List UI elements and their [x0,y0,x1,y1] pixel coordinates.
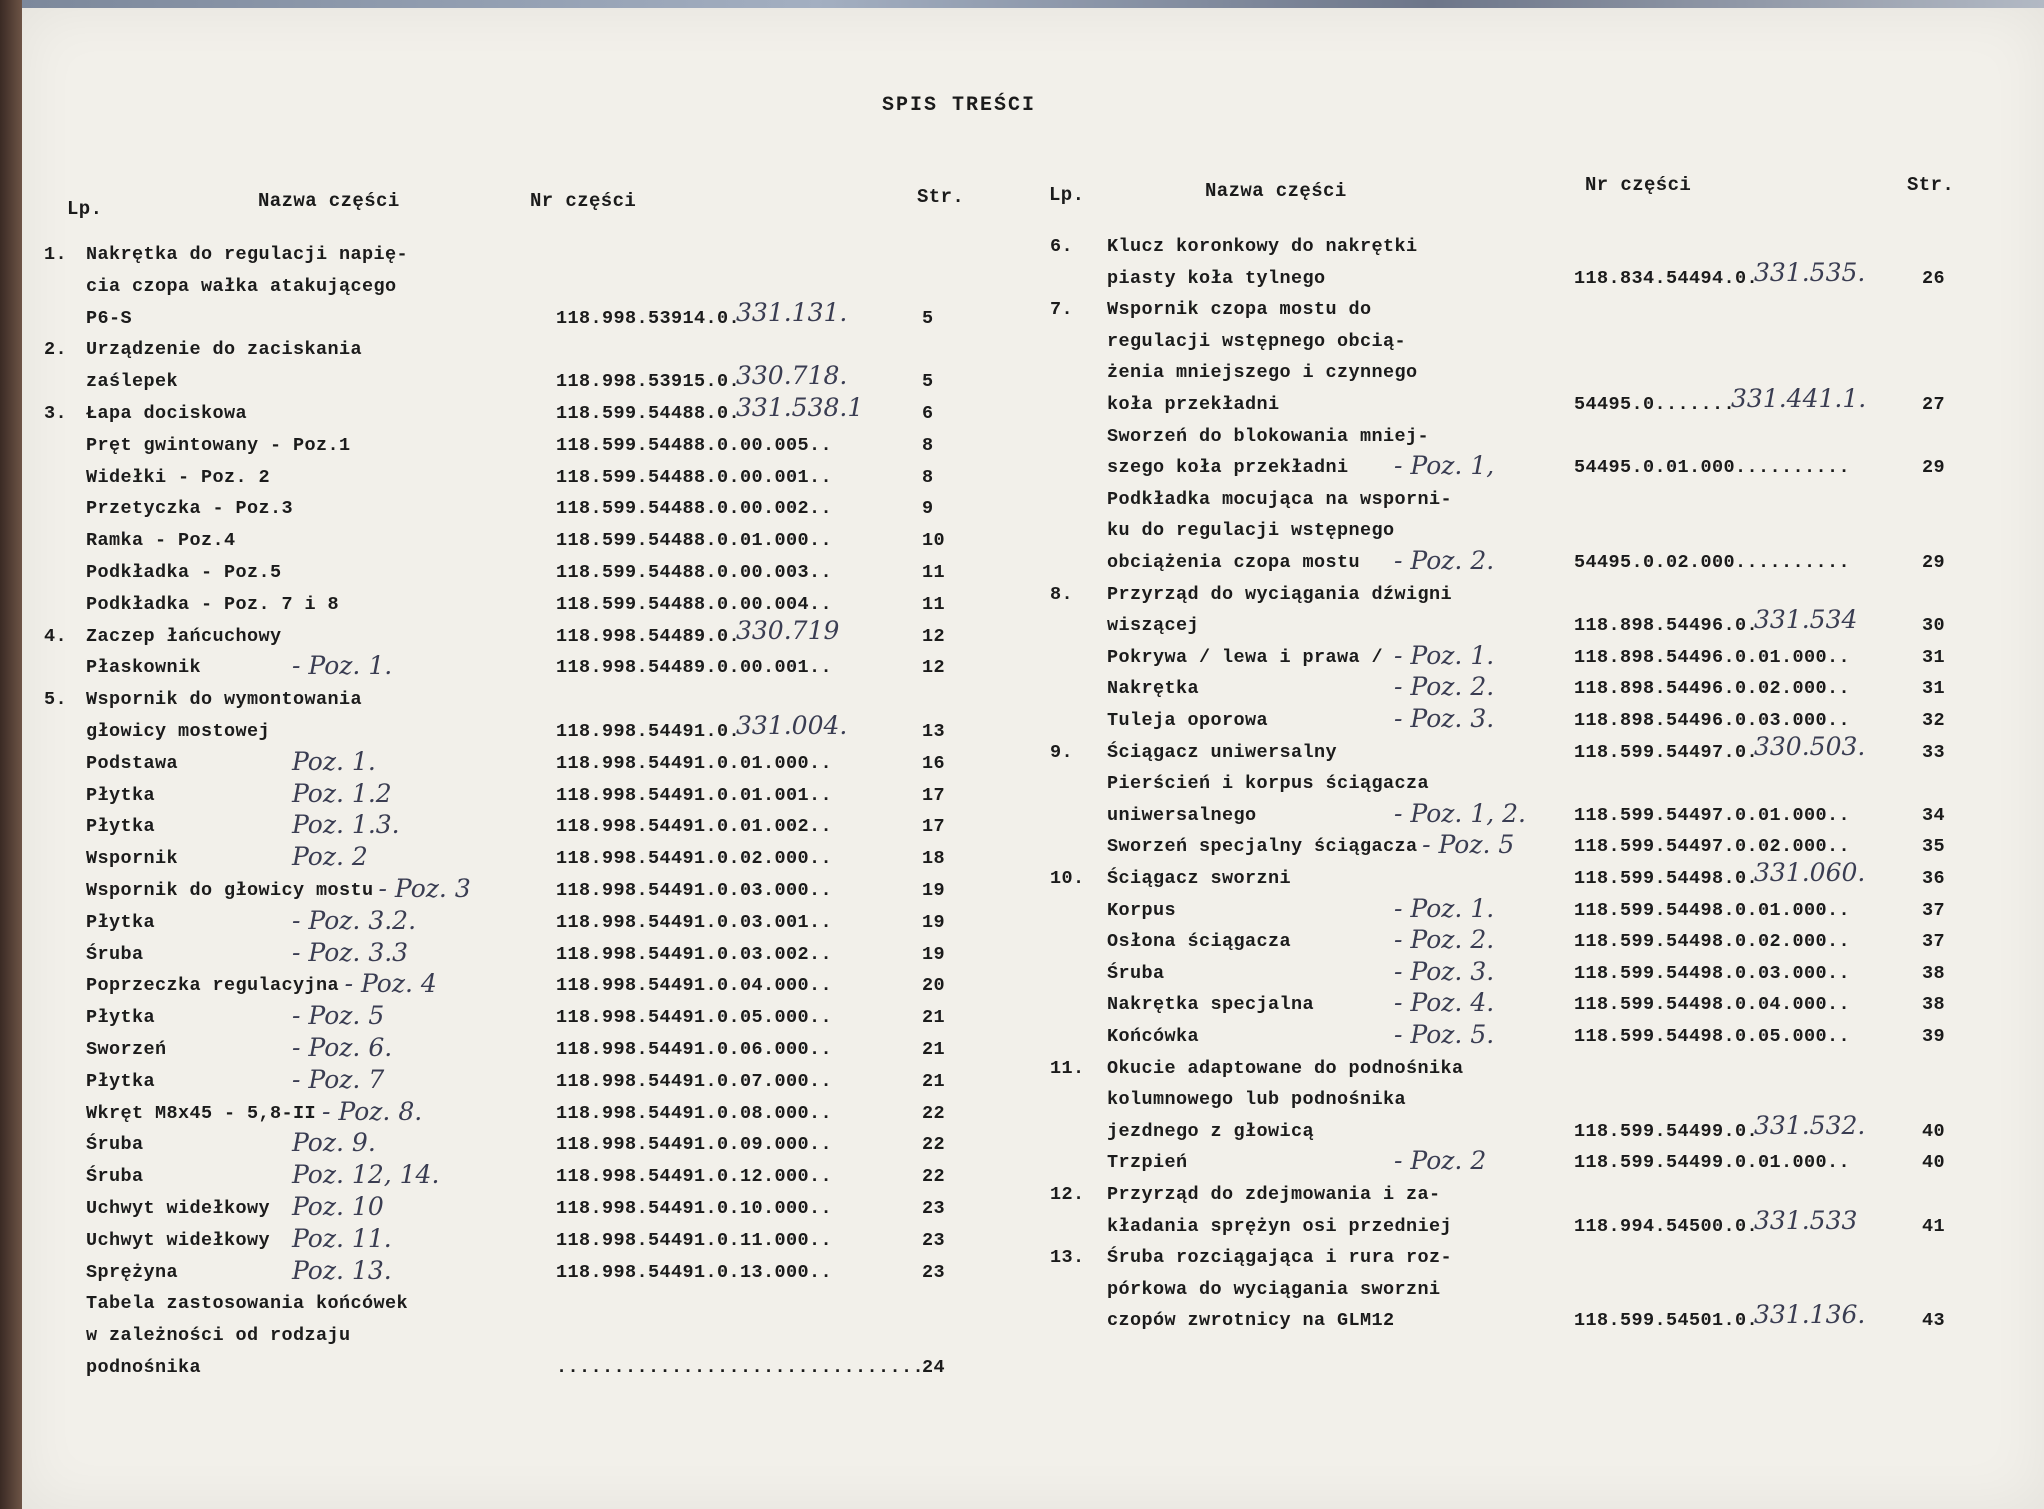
left-part-number: 118.998.54489.0. [556,626,741,647]
right-part-name: Przyrząd do wyciągania dźwigni [1107,584,1453,605]
right-part-name: Pokrywa / lewa i prawa / [1107,647,1384,668]
right-part-number: 118.994.54500.0. [1574,1216,1759,1237]
left-item-number: 5. [44,689,68,710]
right-position-note: - Poz. 1. [1394,894,1495,923]
left-page-number: 9 [922,498,934,519]
left-position-note: - Poz. 4 [344,969,437,998]
right-part-name: kolumnowego lub podnośnika [1107,1089,1407,1110]
left-part-number: 118.599.54488.0. [556,403,741,424]
right-page-number: 36 [1922,868,1946,889]
right-part-number: 118.599.54498.0.02.000.. [1574,931,1851,952]
left-page-number: 18 [922,848,946,869]
left-part-number: ................................ [556,1357,925,1378]
right-page-number: 33 [1922,742,1946,763]
right-part-name: Nakrętka [1107,678,1200,699]
left-part-name: Uchwyt widełkowy [86,1230,271,1251]
right-page-number: 32 [1922,710,1946,731]
right-item-number: 6. [1050,236,1074,257]
right-part-name: ku do regulacji wstępnego [1107,520,1395,541]
scan-left-edge [0,0,22,1509]
right-page-number: 31 [1922,678,1946,699]
left-page-number: 22 [922,1166,946,1187]
left-part-number: 118.998.54491.0.09.000.. [556,1134,833,1155]
left-page-number: 22 [922,1134,946,1155]
left-part-number: 118.599.54488.0.00.005.. [556,435,833,456]
left-position-note: - Poz. 3 [378,874,471,903]
right-part-name: piasty koła tylnego [1107,268,1326,289]
left-page-number: 12 [922,626,946,647]
right-part-name: Tuleja oporowa [1107,710,1269,731]
right-part-name: jezdnego z głowicą [1107,1121,1315,1142]
right-part-number: 118.898.54496.0. [1574,615,1759,636]
left-position-note: Poz. 1. [292,747,376,776]
left-part-name: Wspornik [86,848,179,869]
left-page-number: 11 [922,594,946,615]
left-part-number: 118.998.54491.0. [556,721,741,742]
right-part-name: Sworzeń do blokowania mniej- [1107,426,1430,447]
right-header-lp: Lp. [1049,184,1085,206]
left-part-name: Sprężyna [86,1262,179,1283]
right-part-name: regulacji wstępnego obcią- [1107,331,1407,352]
left-position-note: - Poz. 3.3 [292,938,409,967]
right-page-number: 37 [1922,931,1946,952]
right-page-number: 26 [1922,268,1946,289]
right-part-number: 118.599.54498.0.01.000.. [1574,900,1851,921]
right-item-number: 9. [1050,742,1074,763]
right-position-note: - Poz. 2. [1394,925,1495,954]
right-part-name: Trzpień [1107,1152,1188,1173]
right-item-number: 10. [1050,868,1085,889]
right-part-name: Nakrętka specjalna [1107,994,1315,1015]
right-handwritten-code: 331.533 [1754,1206,1858,1235]
right-page-number: 37 [1922,900,1946,921]
left-part-name: podnośnika [86,1357,202,1378]
left-position-note: Poz. 12, 14. [292,1160,440,1189]
right-part-number: 118.834.54494.0. [1574,268,1759,289]
right-part-name: kładania sprężyn osi przedniej [1107,1216,1453,1237]
left-part-number: 118.998.54491.0.05.000.. [556,1007,833,1028]
right-part-name: Ściągacz uniwersalny [1107,742,1338,763]
right-item-number: 11. [1050,1058,1085,1079]
left-page-number: 16 [922,753,946,774]
left-position-note: Poz. 1.2 [292,779,392,808]
right-page-number: 38 [1922,963,1946,984]
right-part-name: żenia mniejszego i czynnego [1107,362,1418,383]
right-handwritten-code: 331.532. [1754,1111,1866,1140]
left-part-name: Łapa dociskowa [86,403,248,424]
right-page-number: 40 [1922,1152,1946,1173]
right-position-note: - Poz. 3. [1394,957,1495,986]
right-item-number: 13. [1050,1247,1085,1268]
left-item-number: 4. [44,626,68,647]
right-part-number: 118.599.54501.0. [1574,1310,1759,1331]
left-page-number: 6 [922,403,934,424]
right-part-name: uniwersalnego [1107,805,1257,826]
left-part-name: Urządzenie do zaciskania [86,339,363,360]
left-part-name: Przetyczka - Poz.3 [86,498,294,519]
left-part-name: Płytka [86,912,156,933]
left-part-name: Nakrętka do regulacji napię- [86,244,409,265]
right-part-number: 118.599.54499.0. [1574,1121,1759,1142]
right-part-name: Przyrząd do zdejmowania i za- [1107,1184,1441,1205]
left-part-number: 118.998.54491.0.07.000.. [556,1071,833,1092]
right-header-nr: Nr części [1585,174,1692,196]
left-page-number: 20 [922,975,946,996]
right-part-name: Osłona ściągacza [1107,931,1292,952]
left-position-note: - Poz. 7 [292,1065,385,1094]
right-page-number: 34 [1922,805,1946,826]
left-part-name: Uchwyt widełkowy [86,1198,271,1219]
right-position-note: - Poz. 5. [1394,1020,1495,1049]
left-part-number: 118.599.54488.0.01.000.. [556,530,833,551]
left-part-number: 118.998.54491.0.03.000.. [556,880,833,901]
left-page-number: 19 [922,912,946,933]
right-handwritten-code: 330.503. [1754,732,1866,761]
right-position-note: - Poz. 2 [1394,1146,1487,1175]
right-part-name: pórkowa do wyciągania sworzni [1107,1279,1441,1300]
right-item-number: 8. [1050,584,1074,605]
right-part-name: Końcówka [1107,1026,1200,1047]
left-page-number: 23 [922,1262,946,1283]
left-part-number: 118.998.54491.0.02.000.. [556,848,833,869]
right-handwritten-code: 331.534 [1754,605,1858,634]
left-part-name: Ramka - Poz.4 [86,530,236,551]
left-position-note: Poz. 2 [292,842,368,871]
left-item-number: 2. [44,339,68,360]
left-part-name: w zależności od rodzaju [86,1325,351,1346]
right-part-number: 118.599.54499.0.01.000.. [1574,1152,1851,1173]
left-part-number: 118.998.54491.0.03.002.. [556,944,833,965]
left-position-note: - Poz. 5 [292,1001,385,1030]
right-part-name: Pierścień i korpus ściągacza [1107,773,1430,794]
right-part-number: 118.599.54497.0.02.000.. [1574,836,1851,857]
right-part-name: Okucie adaptowane do podnośnika [1107,1058,1464,1079]
right-part-number: 118.599.54498.0.05.000.. [1574,1026,1851,1047]
left-header-name: Nazwa części [258,190,400,212]
right-page-number: 29 [1922,457,1946,478]
left-page-number: 13 [922,721,946,742]
left-part-number: 118.998.54491.0.12.000.. [556,1166,833,1187]
left-position-note: Poz. 1.3. [292,810,400,839]
left-part-name: Tabela zastosowania końcówek [86,1293,409,1314]
left-part-name: Wkręt M8x45 - 5,8-II [86,1103,317,1124]
right-handwritten-code: 331.535. [1754,258,1866,287]
left-page-number: 8 [922,467,934,488]
right-part-name: Korpus [1107,900,1177,921]
left-part-name: Śruba [86,944,144,965]
right-position-note: - Poz. 2. [1394,672,1495,701]
left-part-name: Widełki - Poz. 2 [86,467,271,488]
left-page-number: 23 [922,1198,946,1219]
right-part-number: 118.599.54497.0.01.000.. [1574,805,1851,826]
left-page-number: 21 [922,1071,946,1092]
right-item-number: 7. [1050,299,1074,320]
left-header-nr: Nr części [530,190,637,212]
left-part-number: 118.599.54488.0.00.002.. [556,498,833,519]
right-part-number: 118.599.54498.0.03.000.. [1574,963,1851,984]
right-part-name: Ściągacz sworzni [1107,868,1292,889]
left-part-name: cia czopa wałka atakującego [86,276,397,297]
left-part-number: 118.599.54488.0.00.001.. [556,467,833,488]
left-page-number: 19 [922,944,946,965]
left-page-number: 5 [922,371,934,392]
right-part-number: 118.898.54496.0.01.000.. [1574,647,1851,668]
left-header-str: Str. [917,186,965,208]
left-part-name: Pręt gwintowany - Poz.1 [86,435,351,456]
right-part-name: wiszącej [1107,615,1200,636]
left-page-number: 19 [922,880,946,901]
page-title: SPIS TREŚCI [882,94,1037,117]
left-part-name: Płytka [86,785,156,806]
left-page-number: 21 [922,1039,946,1060]
left-part-number: 118.998.54491.0.08.000.. [556,1103,833,1124]
left-part-number: 118.998.53914.0. [556,308,741,329]
left-page-number: 5 [922,308,934,329]
right-handwritten-code: 331.136. [1754,1300,1866,1329]
right-header-name: Nazwa części [1205,180,1347,202]
right-page-number: 41 [1922,1216,1946,1237]
left-part-name: Płytka [86,1071,156,1092]
left-part-number: 118.998.54491.0.10.000.. [556,1198,833,1219]
right-page-number: 39 [1922,1026,1946,1047]
left-page-number: 11 [922,562,946,583]
left-part-number: 118.998.54491.0.04.000.. [556,975,833,996]
left-position-note: Poz. 9. [292,1128,376,1157]
right-page-number: 35 [1922,836,1946,857]
left-part-name: Wspornik do głowicy mostu [86,880,374,901]
left-position-note: Poz. 13. [292,1256,392,1285]
right-part-name: koła przekładni [1107,394,1280,415]
right-position-note: - Poz. 2. [1394,546,1495,575]
left-position-note: - Poz. 8. [322,1097,423,1126]
left-page-number: 12 [922,657,946,678]
right-handwritten-code: 331.060. [1754,858,1866,887]
right-part-name: Klucz koronkowy do nakrętki [1107,236,1418,257]
left-position-note: - Poz. 6. [292,1033,393,1062]
left-part-name: Płytka [86,816,156,837]
right-page-number: 27 [1922,394,1946,415]
right-part-name: Śruba [1107,963,1165,984]
right-page-number: 31 [1922,647,1946,668]
left-part-number: 118.998.54491.0.01.000.. [556,753,833,774]
left-part-number: 118.599.54488.0.00.004.. [556,594,833,615]
right-position-note: - Poz. 1, [1394,451,1495,480]
left-item-number: 1. [44,244,68,265]
left-part-number: 118.998.54491.0.13.000.. [556,1262,833,1283]
left-part-number: 118.998.54491.0.01.002.. [556,816,833,837]
left-part-number: 118.998.53915.0. [556,371,741,392]
right-page-number: 30 [1922,615,1946,636]
right-part-number: 118.599.54498.0. [1574,868,1759,889]
right-page-number: 43 [1922,1310,1946,1331]
right-part-number: 54495.0.01.000.......... [1574,457,1851,478]
left-part-name: Śruba [86,1166,144,1187]
left-position-note: - Poz. 1. [292,651,393,680]
left-part-number: 118.998.54491.0.11.000.. [556,1230,833,1251]
left-part-name: Podkładka - Poz. 7 i 8 [86,594,340,615]
right-part-name: czopów zwrotnicy na GLM12 [1107,1310,1395,1331]
left-part-name: Zaczep łańcuchowy [86,626,282,647]
right-page-number: 29 [1922,552,1946,573]
right-position-note: - Poz. 4. [1394,988,1495,1017]
left-page-number: 17 [922,816,946,837]
right-position-note: - Poz. 1, 2. [1394,799,1526,828]
left-part-number: 118.998.54491.0.01.001.. [556,785,833,806]
left-handwritten-code: 331.131. [736,298,848,327]
left-handwritten-code: 330.718. [736,361,848,390]
right-page-number: 40 [1922,1121,1946,1142]
right-part-name: obciążenia czopa mostu [1107,552,1361,573]
left-page-number: 24 [922,1357,946,1378]
right-item-number: 12. [1050,1184,1085,1205]
right-part-number: 118.599.54498.0.04.000.. [1574,994,1851,1015]
right-header-str: Str. [1907,174,1955,196]
left-position-note: - Poz. 3.2. [292,906,417,935]
left-page-number: 23 [922,1230,946,1251]
left-page-number: 17 [922,785,946,806]
left-handwritten-code: 331.538.1 [736,393,864,422]
right-part-number: 54495.0.02.000.......... [1574,552,1851,573]
right-part-name: Wspornik czopa mostu do [1107,299,1372,320]
left-item-number: 3. [44,403,68,424]
right-part-number: 118.898.54496.0.02.000.. [1574,678,1851,699]
left-part-number: 118.998.54489.0.00.001.. [556,657,833,678]
left-part-name: Sworzeń [86,1039,167,1060]
right-part-number: 118.599.54497.0. [1574,742,1759,763]
left-part-number: 118.998.54491.0.03.001.. [556,912,833,933]
left-part-name: Podkładka - Poz.5 [86,562,282,583]
left-part-name: Płaskownik [86,657,202,678]
right-position-note: - Poz. 1. [1394,641,1495,670]
left-part-name: Wspornik do wymontowania [86,689,363,710]
right-part-name: Podkładka mocująca na wsporni- [1107,489,1453,510]
left-part-name: głowicy mostowej [86,721,271,742]
right-part-number: 54495.0....... [1574,394,1736,415]
left-part-name: P6-S [86,308,133,329]
right-part-name: Sworzeń specjalny ściągacza [1107,836,1418,857]
left-part-number: 118.599.54488.0.00.003.. [556,562,833,583]
right-part-number: 118.898.54496.0.03.000.. [1574,710,1851,731]
left-handwritten-code: 331.004. [736,711,848,740]
right-part-name: Śruba rozciągająca i rura roz- [1107,1247,1453,1268]
document-page [22,8,2044,1509]
left-page-number: 8 [922,435,934,456]
right-position-note: - Poz. 3. [1394,704,1495,733]
left-handwritten-code: 330.719 [736,616,840,645]
left-part-name: Śruba [86,1134,144,1155]
left-part-name: zaślepek [86,371,179,392]
left-page-number: 10 [922,530,946,551]
left-page-number: 22 [922,1103,946,1124]
left-position-note: Poz. 11. [292,1224,392,1253]
left-position-note: Poz. 10 [292,1192,384,1221]
left-page-number: 21 [922,1007,946,1028]
right-page-number: 38 [1922,994,1946,1015]
right-handwritten-code: 331.441.1. [1731,384,1867,413]
left-header-lp: Lp. [67,198,103,220]
left-part-name: Podstawa [86,753,179,774]
right-part-name: szego koła przekładni [1107,457,1349,478]
left-part-name: Poprzeczka regulacyjna [86,975,340,996]
left-part-number: 118.998.54491.0.06.000.. [556,1039,833,1060]
right-position-note: - Poz. 5 [1422,830,1515,859]
left-part-name: Płytka [86,1007,156,1028]
